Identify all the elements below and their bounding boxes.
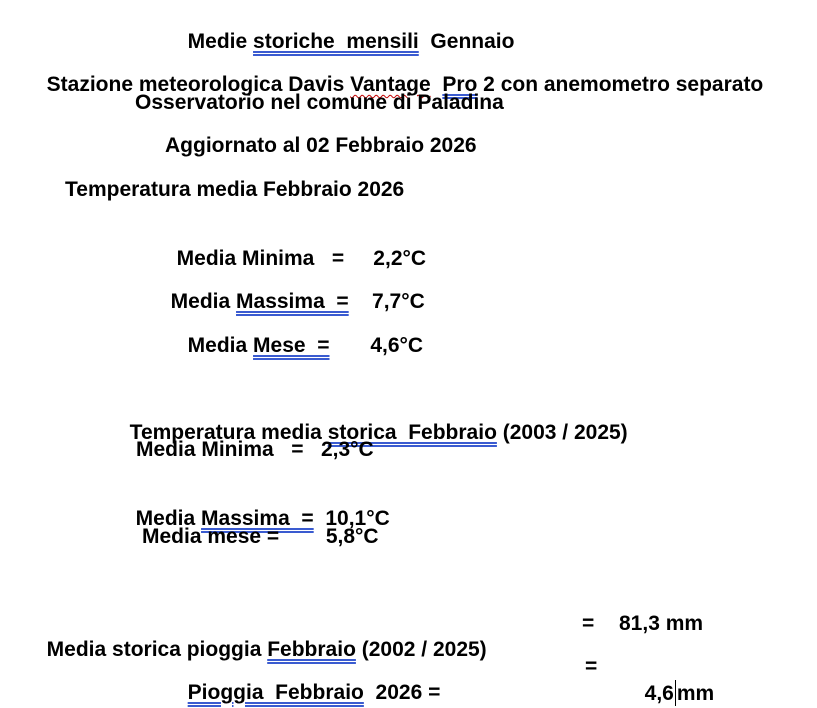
heading-line-4: Aggiornato al 02 Febbraio 2026 — [165, 134, 477, 157]
historical-massima-c: 10,1°C — [313, 507, 390, 530]
current-massima-b: Massima = — [236, 290, 349, 313]
rain-current-equals: = — [585, 655, 598, 678]
historical-title-a: Temperatura media — [129, 421, 328, 444]
heading-line-2-a: Stazione meteorologica Davis — [46, 73, 351, 96]
current-month-title: Temperatura media Febbraio 2026 — [65, 178, 405, 201]
rain-current-number: 4,6 — [644, 682, 674, 705]
rain-current-b: 2026 = — [363, 681, 441, 704]
rain-current-unit: mm — [676, 682, 715, 705]
heading-line-1-b: storiche mensili — [253, 30, 419, 53]
current-mese-b: Mese = — [253, 334, 330, 357]
rain-historical-equals: = — [582, 612, 595, 635]
historical-title-c: (2003 / 2025) — [496, 421, 628, 444]
historical-massima-a: Media — [135, 507, 202, 530]
heading-line-1-a: Medie — [187, 30, 254, 53]
heading-line-1-c: Gennaio — [418, 30, 515, 53]
text-cursor — [675, 680, 676, 706]
heading-line-2-d: Pro — [442, 73, 478, 96]
rain-current-a: Pioggia Febbraio — [187, 681, 364, 704]
current-mese — [176, 307, 423, 359]
rain-historical-value: 81,3 mm — [619, 612, 704, 635]
current-massima-a: Media — [170, 290, 237, 313]
rain-current-value — [633, 654, 714, 707]
current-massima-c: 7,7°C — [348, 290, 425, 313]
heading-line-3: Osservatorio nel comune di Paladina — [135, 91, 504, 114]
rain-historical-a: Media storica pioggia — [46, 638, 268, 661]
rain-historical-c: (2002 / 2025) — [355, 638, 487, 661]
rain-historical-b: Febbraio — [267, 638, 356, 661]
current-minima-text: Media Minima = 2,2°C — [176, 247, 427, 270]
historical-title-b: storica Febbraio — [327, 421, 497, 444]
historical-minima: Media Minima = 2,3°C — [136, 438, 374, 461]
historical-mese: Media mese = 5,8°C — [142, 525, 379, 548]
heading-line-2-b: Vantage — [350, 73, 431, 96]
current-mese-c: 4,6°C — [329, 334, 424, 357]
historical-massima-b: Massima = — [201, 507, 314, 530]
rain-current — [176, 654, 440, 706]
heading-line-2-e: 2 con anemometro separato — [477, 73, 764, 96]
current-mese-a: Media — [187, 334, 254, 357]
